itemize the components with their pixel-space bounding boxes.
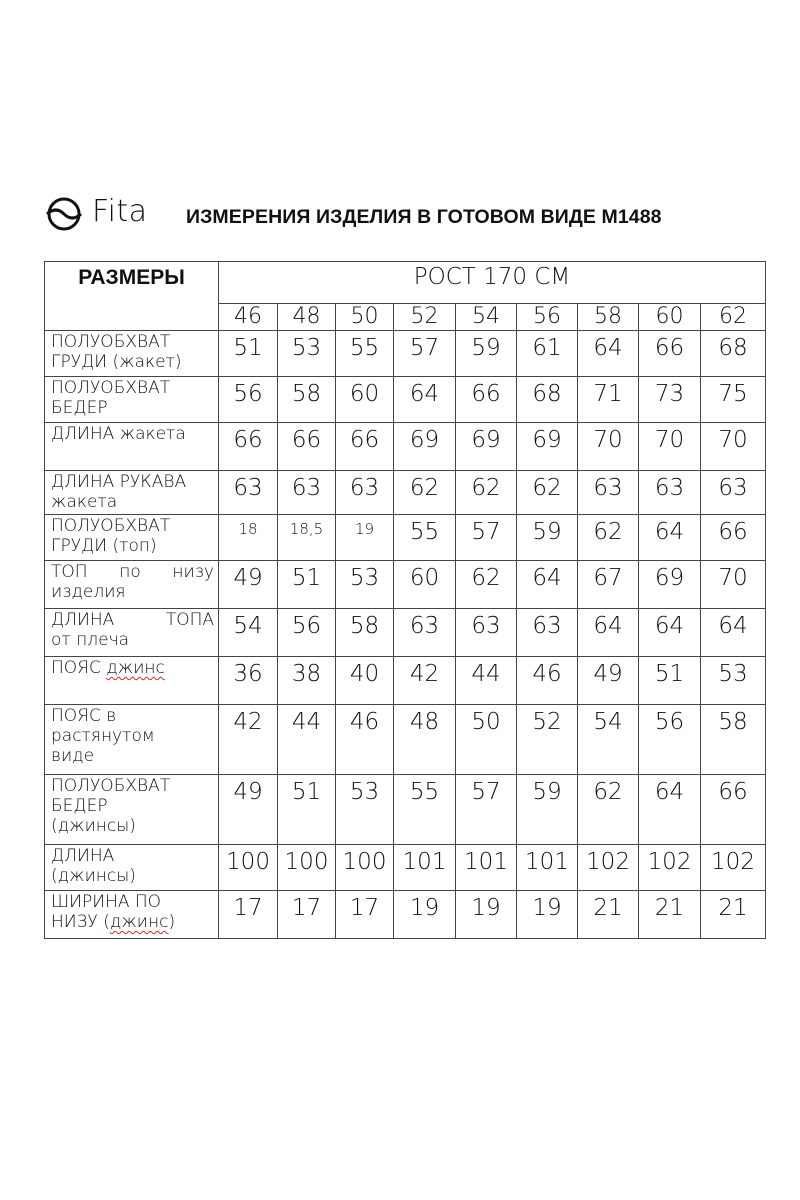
value-cell: 49 bbox=[578, 657, 639, 705]
value-cell: 70 bbox=[578, 423, 639, 471]
row-label bbox=[45, 471, 219, 515]
size-header-cell: 54 bbox=[456, 304, 517, 331]
value-cell: 100 bbox=[278, 845, 336, 891]
value-cell: 63 bbox=[456, 609, 517, 657]
value-cell: 59 bbox=[517, 515, 578, 561]
value-cell: 36 bbox=[219, 657, 278, 705]
value-cell: 100 bbox=[219, 845, 278, 891]
value-cell: 17 bbox=[278, 891, 336, 939]
row-label bbox=[45, 775, 219, 845]
value-cell: 56 bbox=[639, 705, 701, 775]
value-cell: 68 bbox=[701, 331, 766, 377]
row-label-line: растянутом bbox=[51, 726, 155, 746]
value-cell: 42 bbox=[219, 705, 278, 775]
value-cell: 64 bbox=[517, 561, 578, 609]
row-label-line: ДЛИНА bbox=[51, 846, 115, 866]
row-label-line: ГРУДИ (топ) bbox=[51, 536, 157, 556]
value-cell: 55 bbox=[394, 775, 456, 845]
table-row bbox=[45, 515, 766, 561]
row-label-line: виде bbox=[51, 746, 95, 766]
row-label-line: ПОЛУОБХВАТ bbox=[51, 378, 171, 398]
row-label-line: ДЛИНА РУКАВА bbox=[51, 472, 187, 492]
size-header-cell: 46 bbox=[219, 304, 278, 331]
value-cell: 59 bbox=[517, 775, 578, 845]
value-cell: 70 bbox=[701, 561, 766, 609]
value-cell: 63 bbox=[639, 471, 701, 515]
row-label bbox=[45, 705, 219, 775]
value-cell: 49 bbox=[219, 561, 278, 609]
value-cell: 50 bbox=[456, 705, 517, 775]
table-row bbox=[45, 891, 766, 939]
row-label bbox=[45, 515, 219, 561]
value-cell: 60 bbox=[394, 561, 456, 609]
value-cell: 19 bbox=[517, 891, 578, 939]
value-cell: 63 bbox=[219, 471, 278, 515]
row-label-line: изделия bbox=[51, 582, 126, 602]
row-label-line: ПОЛУОБХВАТ bbox=[51, 776, 171, 796]
value-cell: 63 bbox=[517, 609, 578, 657]
row-label-line: ДЛИНА жакета bbox=[51, 424, 186, 444]
value-cell: 21 bbox=[701, 891, 766, 939]
row-label-line: ДЛИНА ТОПА bbox=[51, 610, 214, 630]
row-label-line: (джинсы) bbox=[51, 816, 136, 836]
value-cell: 63 bbox=[336, 471, 394, 515]
value-cell: 40 bbox=[336, 657, 394, 705]
row-label bbox=[45, 377, 219, 423]
row-label-line: ШИРИНА ПО bbox=[51, 892, 162, 912]
height-header: РОСТ 170 СМ bbox=[219, 262, 766, 304]
table-row bbox=[45, 657, 766, 705]
value-cell: 66 bbox=[219, 423, 278, 471]
value-cell: 66 bbox=[701, 515, 766, 561]
value-cell: 102 bbox=[701, 845, 766, 891]
value-cell: 73 bbox=[639, 377, 701, 423]
value-cell: 51 bbox=[219, 331, 278, 377]
value-cell: 48 bbox=[394, 705, 456, 775]
value-cell: 53 bbox=[336, 561, 394, 609]
value-cell: 102 bbox=[639, 845, 701, 891]
row-label-line: БЕДЕР bbox=[51, 398, 108, 418]
value-cell: 59 bbox=[456, 331, 517, 377]
size-header-cell: 60 bbox=[639, 304, 701, 331]
value-cell: 46 bbox=[336, 705, 394, 775]
value-cell: 67 bbox=[578, 561, 639, 609]
value-cell: 17 bbox=[219, 891, 278, 939]
value-cell: 54 bbox=[578, 705, 639, 775]
table-row bbox=[45, 423, 766, 471]
value-cell: 62 bbox=[456, 471, 517, 515]
brand-name: Fita bbox=[92, 194, 148, 229]
value-cell: 64 bbox=[639, 515, 701, 561]
row-label-line: ГРУДИ (жакет) bbox=[51, 352, 182, 372]
table-row bbox=[45, 609, 766, 657]
row-label bbox=[45, 845, 219, 891]
table-row bbox=[45, 561, 766, 609]
value-cell: 64 bbox=[578, 331, 639, 377]
value-cell: 60 bbox=[336, 377, 394, 423]
value-cell: 58 bbox=[336, 609, 394, 657]
value-cell: 69 bbox=[456, 423, 517, 471]
row-label-line: ТОП по низу bbox=[51, 562, 214, 582]
value-cell: 63 bbox=[278, 471, 336, 515]
value-cell: 18,5 bbox=[278, 515, 336, 561]
value-cell: 62 bbox=[578, 515, 639, 561]
value-cell: 62 bbox=[578, 775, 639, 845]
value-cell: 64 bbox=[639, 775, 701, 845]
value-cell: 64 bbox=[701, 609, 766, 657]
brand-logo bbox=[44, 192, 148, 232]
value-cell: 62 bbox=[517, 471, 578, 515]
row-label-line: (джинсы) bbox=[51, 866, 136, 886]
row-label bbox=[45, 561, 219, 609]
value-cell: 62 bbox=[456, 561, 517, 609]
row-label bbox=[45, 609, 219, 657]
document-title: ИЗМЕРЕНИЯ ИЗДЕЛИЯ В ГОТОВОМ ВИДЕ М1488 bbox=[186, 206, 662, 228]
value-cell: 54 bbox=[219, 609, 278, 657]
spellcheck-word: джинс bbox=[106, 658, 165, 678]
value-cell: 75 bbox=[701, 377, 766, 423]
value-cell: 57 bbox=[456, 515, 517, 561]
value-cell: 62 bbox=[394, 471, 456, 515]
value-cell: 58 bbox=[278, 377, 336, 423]
value-cell: 42 bbox=[394, 657, 456, 705]
value-cell: 51 bbox=[639, 657, 701, 705]
table-row bbox=[45, 331, 766, 377]
value-cell: 66 bbox=[278, 423, 336, 471]
row-label-line: БЕДЕР bbox=[51, 796, 108, 816]
value-cell: 66 bbox=[456, 377, 517, 423]
value-cell: 69 bbox=[517, 423, 578, 471]
value-cell: 71 bbox=[578, 377, 639, 423]
row-label-line: от плеча bbox=[51, 630, 130, 650]
value-cell: 17 bbox=[336, 891, 394, 939]
size-header-cell: 62 bbox=[701, 304, 766, 331]
value-cell: 63 bbox=[394, 609, 456, 657]
row-label bbox=[45, 891, 219, 939]
size-chart-table bbox=[44, 261, 766, 939]
value-cell: 46 bbox=[517, 657, 578, 705]
value-cell: 18 bbox=[219, 515, 278, 561]
value-cell: 64 bbox=[394, 377, 456, 423]
table-row bbox=[45, 845, 766, 891]
value-cell: 21 bbox=[578, 891, 639, 939]
size-header-cell: 58 bbox=[578, 304, 639, 331]
value-cell: 53 bbox=[278, 331, 336, 377]
value-cell: 102 bbox=[578, 845, 639, 891]
value-cell: 53 bbox=[336, 775, 394, 845]
value-cell: 66 bbox=[701, 775, 766, 845]
size-header-cell: 56 bbox=[517, 304, 578, 331]
value-cell: 44 bbox=[456, 657, 517, 705]
value-cell: 21 bbox=[639, 891, 701, 939]
value-cell: 55 bbox=[394, 515, 456, 561]
value-cell: 19 bbox=[394, 891, 456, 939]
value-cell: 19 bbox=[456, 891, 517, 939]
table-row bbox=[45, 705, 766, 775]
value-cell: 101 bbox=[456, 845, 517, 891]
value-cell: 68 bbox=[517, 377, 578, 423]
value-cell: 51 bbox=[278, 561, 336, 609]
row-label bbox=[45, 657, 219, 705]
sizes-header: РАЗМЕРЫ bbox=[45, 262, 219, 331]
value-cell: 70 bbox=[701, 423, 766, 471]
value-cell: 63 bbox=[701, 471, 766, 515]
value-cell: 69 bbox=[639, 561, 701, 609]
fita-logo-icon bbox=[44, 192, 88, 232]
size-header-cell: 48 bbox=[278, 304, 336, 331]
table-row bbox=[45, 377, 766, 423]
value-cell: 51 bbox=[278, 775, 336, 845]
row-label-line: ПОЯС джинс bbox=[51, 658, 165, 678]
row-label-line: ПОЛУОБХВАТ bbox=[51, 332, 171, 352]
row-label-line: ПОЛУОБХВАТ bbox=[51, 516, 171, 536]
value-cell: 63 bbox=[578, 471, 639, 515]
table-row bbox=[45, 775, 766, 845]
value-cell: 101 bbox=[394, 845, 456, 891]
row-label-line: ПОЯС в bbox=[51, 706, 117, 726]
value-cell: 101 bbox=[517, 845, 578, 891]
value-cell: 52 bbox=[517, 705, 578, 775]
value-cell: 64 bbox=[578, 609, 639, 657]
value-cell: 55 bbox=[336, 331, 394, 377]
value-cell: 100 bbox=[336, 845, 394, 891]
value-cell: 66 bbox=[336, 423, 394, 471]
row-label bbox=[45, 331, 219, 377]
value-cell: 61 bbox=[517, 331, 578, 377]
value-cell: 53 bbox=[701, 657, 766, 705]
size-header-cell: 52 bbox=[394, 304, 456, 331]
value-cell: 57 bbox=[456, 775, 517, 845]
value-cell: 49 bbox=[219, 775, 278, 845]
value-cell: 66 bbox=[639, 331, 701, 377]
row-label bbox=[45, 423, 219, 471]
spellcheck-word: джинс bbox=[109, 912, 169, 932]
value-cell: 58 bbox=[701, 705, 766, 775]
value-cell: 38 bbox=[278, 657, 336, 705]
row-label-line: жакета bbox=[51, 492, 118, 512]
value-cell: 64 bbox=[639, 609, 701, 657]
value-cell: 57 bbox=[394, 331, 456, 377]
value-cell: 56 bbox=[278, 609, 336, 657]
size-header-cell: 50 bbox=[336, 304, 394, 331]
row-label-line: НИЗУ (джинс) bbox=[51, 912, 176, 932]
value-cell: 69 bbox=[394, 423, 456, 471]
value-cell: 70 bbox=[639, 423, 701, 471]
value-cell: 44 bbox=[278, 705, 336, 775]
value-cell: 19 bbox=[336, 515, 394, 561]
table-row bbox=[45, 471, 766, 515]
value-cell: 56 bbox=[219, 377, 278, 423]
